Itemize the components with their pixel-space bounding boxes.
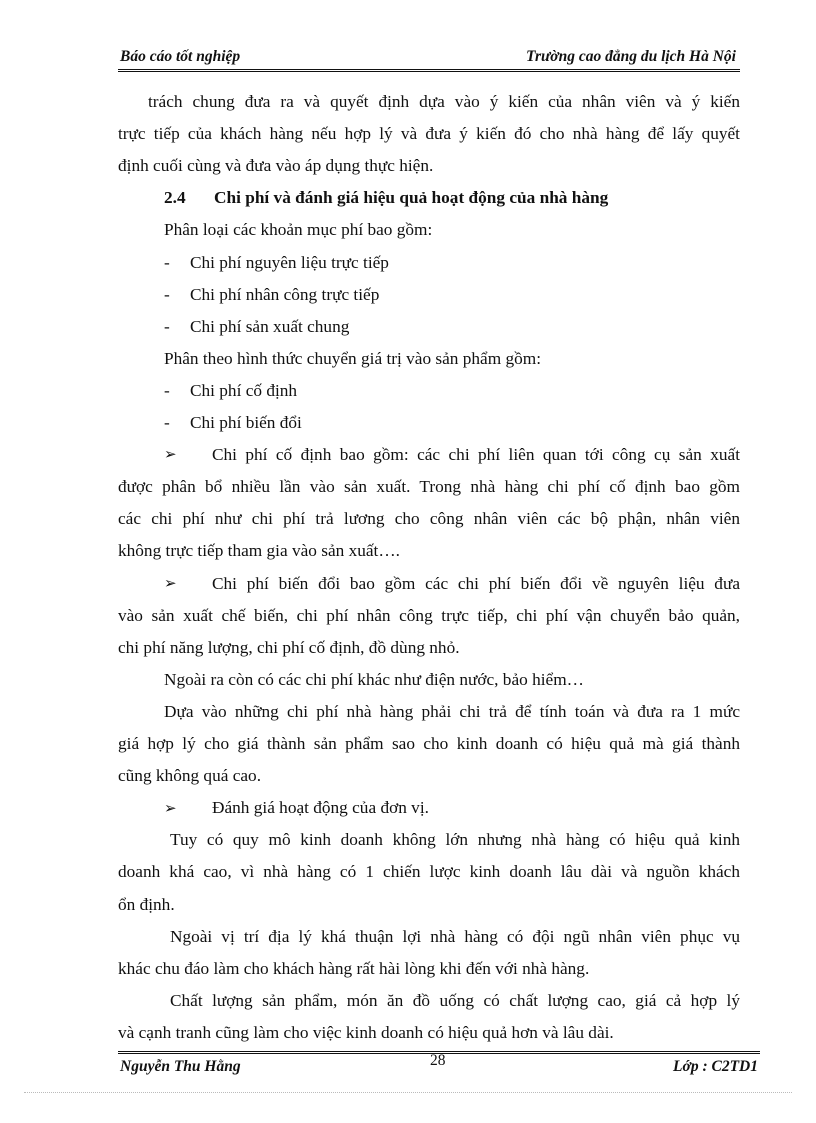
page-footer (118, 1051, 760, 1079)
text-line: trách chung đưa ra và quyết định dựa vào ý kiến của nhân viên và ý kiến (148, 92, 740, 111)
text-line: định cuối cùng và đưa vào áp dụng thực hiện. (118, 156, 434, 176)
text-line (118, 247, 740, 279)
line-text: Chi phí và đánh giá hiệu quả hoạt động của nhà hàng (214, 188, 609, 208)
line-text: Chi phí cố định (190, 380, 298, 400)
text-line: khác chu đáo làm cho khách hàng rất hài lòng khi đến với nhà hàng. (118, 958, 590, 978)
list-bullet: - (164, 380, 170, 400)
text-line: doanh khá cao, vì nhà hàng có 1 chiến lược kinh doanh lâu dài và nguồn khách (118, 862, 740, 882)
header-rule (118, 69, 740, 70)
footer-class: Lớp : C2TD1 (673, 1058, 758, 1075)
list-bullet: - (164, 252, 170, 272)
text-line: được phân bổ nhiều lần vào sản xuất. Trong nhà hàng chi phí cố định bao gồm (118, 477, 740, 497)
text-line: và cạnh tranh cũng làm cho việc kinh doanh có hiệu quả hơn và lâu dài. (118, 1022, 614, 1042)
text-line: các chi phí như chi phí trả lương cho công nhân viên các bộ phận, nhân viên (118, 509, 740, 529)
text-line: vào sản xuất chế biến, chi phí nhân công trực tiếp, chi phí vận chuyển bảo quản, (118, 605, 740, 625)
page-header (118, 48, 740, 70)
line-text: Chi phí nguyên liệu trực tiếp (190, 252, 389, 272)
text-line: Phân theo hình thức chuyển giá trị vào sản phẩm gồm: (164, 348, 541, 368)
arrow-bullet-icon: ➢ (164, 447, 177, 464)
header-report-title: Báo cáo tốt nghiệp (120, 48, 241, 65)
line-text: Chi phí biến đổi bao gồm các chi phí biến đổi về nguyên liệu đưa (212, 573, 740, 593)
text-line: Dựa vào những chi phí nhà hàng phải chi trả để tính toán và đưa ra 1 mức (164, 701, 740, 721)
line-text: Chi phí sản xuất chung (190, 316, 350, 336)
text-line (118, 792, 740, 824)
arrow-bullet-icon: ➢ (164, 801, 177, 818)
text-line: ổn định. (118, 894, 175, 914)
text-line: Phân loại các khoản mục phí bao gồm: (164, 220, 433, 240)
text-line: Ngoài vị trí địa lý khá thuận lợi nhà hàng có đội ngũ nhân viên phục vụ (170, 926, 740, 946)
header-rule-double (118, 71, 740, 72)
text-line: không trực tiếp tham gia vào sản xuất…. (118, 541, 400, 561)
list-bullet: - (164, 413, 170, 432)
text-line: cũng không quá cao. (118, 766, 262, 786)
page-edge-divider (24, 1092, 792, 1093)
text-line (118, 279, 740, 311)
footer-author: Nguyễn Thu Hằng (120, 1058, 241, 1075)
text-line: Tuy có quy mô kinh doanh không lớn nhưng nhà hàng có hiệu quả kinh (170, 830, 740, 850)
arrow-bullet-icon: ➢ (164, 575, 177, 592)
text-line (118, 568, 740, 600)
page-number: 28 (430, 1052, 446, 1069)
line-text: Chi phí biến đổi (190, 413, 302, 432)
line-text: Đánh giá hoạt động của đơn vị. (212, 798, 429, 818)
text-line: giá hợp lý cho giá thành sản phẩm sao cho kinh doanh có hiệu quả mà giá thành (118, 734, 740, 753)
section-heading (118, 182, 740, 214)
list-bullet: - (164, 284, 170, 304)
text-line: Ngoài ra còn có các chi phí khác như điện nước, bảo hiểm… (164, 669, 584, 689)
list-bullet: - (164, 316, 170, 336)
text-line (118, 439, 740, 471)
text-line: chi phí năng lượng, chi phí cố định, đồ dùng nhỏ. (118, 637, 460, 657)
header-school-name: Trường cao đẳng du lịch Hà Nội (526, 48, 736, 65)
text-line (118, 311, 740, 343)
text-line: trực tiếp của khách hàng nếu hợp lý và đưa ý kiến đó cho nhà hàng để lấy quyết (118, 124, 740, 144)
line-text: Chi phí cố định bao gồm: các chi phí liên quan tới công cụ sản xuất (212, 445, 740, 465)
text-line (118, 375, 740, 407)
text-line (118, 407, 740, 439)
section-number: 2.4 (164, 188, 186, 208)
line-text: Chi phí nhân công trực tiếp (190, 284, 380, 304)
text-line: Chất lượng sản phẩm, món ăn đồ uống có chất lượng cao, giá cả hợp lý (170, 990, 740, 1010)
